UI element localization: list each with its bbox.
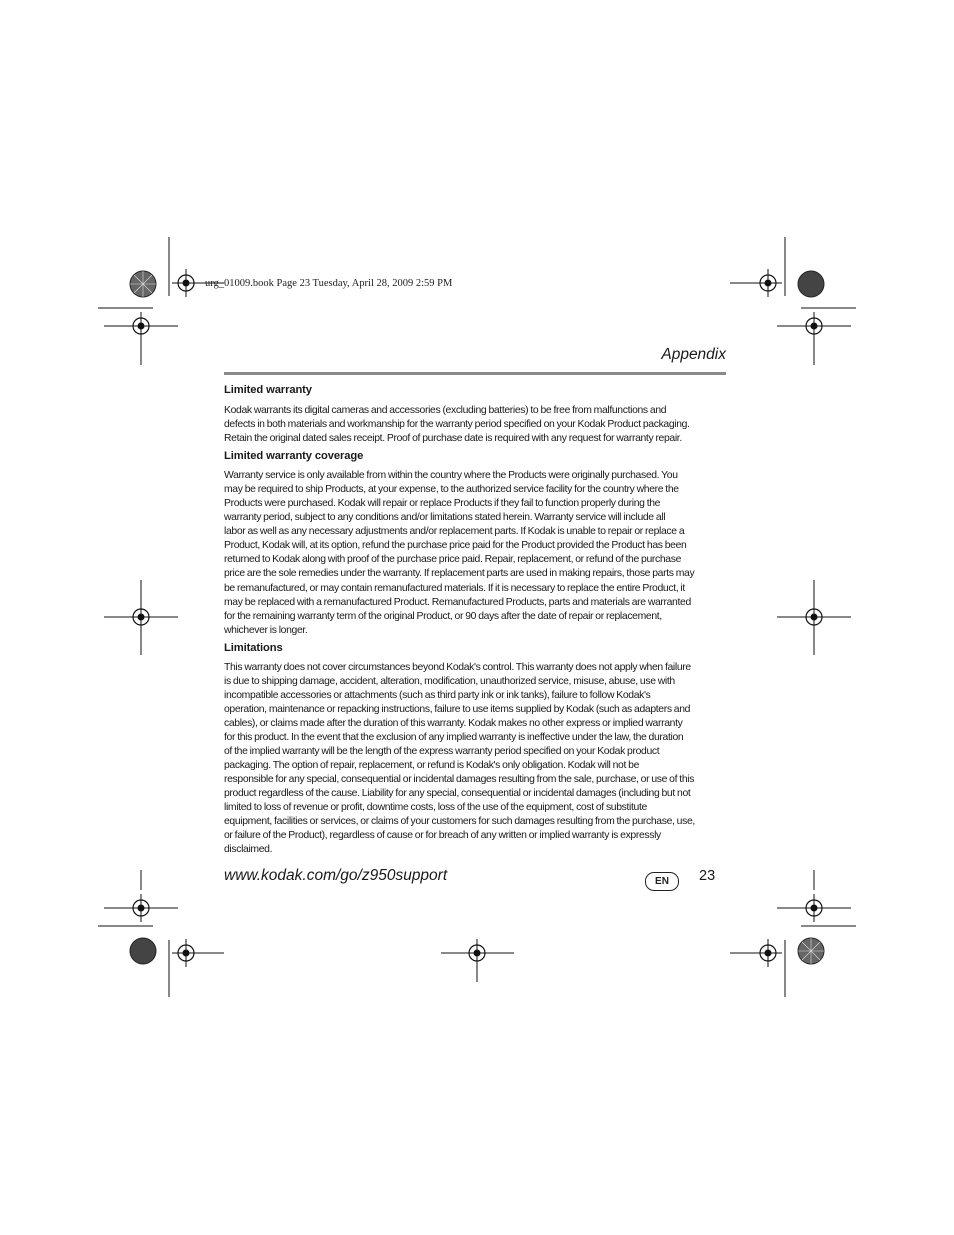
text-line: may be required to ship Products, at your expense, to the authorized service facility for the country where the — [224, 484, 679, 496]
text-line: price are the sole remedies under the warranty. If replacement parts are used in making repairs, those parts may — [224, 568, 695, 580]
heading-warranty-coverage: Limited warranty coverage — [224, 450, 364, 463]
text-line: Products were purchased. Kodak will repair or replace Products if they fail to function properly during the — [224, 498, 661, 510]
text-line: be remanufactured, or may contain remanufactured materials. If it is necessary to replace the entire Product, it — [224, 582, 685, 594]
page-body — [224, 383, 726, 860]
text-line: labor as well as any necessary adjustments and/or replacement parts. If Kodak is unable to repair or replace a — [224, 526, 685, 538]
text-line: incompatible accessories or attachments (such as third party ink or ink tanks), failure to follow Kodak's — [224, 689, 651, 701]
text-line: product regardless of the cause. Liability for any special, consequential or incidental damages (including but not — [224, 788, 691, 800]
text-line: returned to Kodak along with proof of the purchase price paid. Repair, replacement, or refund of the purchase — [224, 554, 681, 566]
text-line: or failure of the Product), regardless of cause or for breach of any written or implied warranty is expressly — [224, 830, 661, 842]
text-line: packaging. The option of repair, replacement, or refund is Kodak's only obligation. Kodak will not be — [224, 760, 640, 772]
text-line: disclaimed. — [224, 844, 273, 856]
support-url-link[interactable]: www.kodak.com/go/z950support — [224, 867, 448, 884]
text-line: is due to shipping damage, accident, alteration, modification, unauthorized service, misuse, abuse, use with — [224, 675, 675, 687]
text-line: warranty period, subject to any conditions and/or limitations stated herein. Warranty service will include all — [224, 512, 666, 524]
print-slug-line: urg_01009.book Page 23 Tuesday, April 28, 2009 2:59 PM — [205, 278, 453, 289]
text-line: equipment, facilities or services, or claims of your customers for such damages resulting from the purchase, use, — [224, 816, 695, 828]
text-line: defects in both materials and workmanship for the warranty period specified on your Kodak Product packaging. — [224, 419, 690, 431]
text-line: Warranty service is only available from within the country where the Products were originally purchased. You — [224, 470, 678, 482]
text-line: may be replaced with a remanufactured Product. Remanufactured Products, parts and materials are warranted — [224, 596, 691, 608]
header-rule — [224, 372, 726, 375]
paragraph-limitations — [224, 661, 726, 858]
text-line: for this product. In the event that the exclusion of any implied warranty is ineffective under the law, the duration — [224, 731, 684, 743]
text-line: of the implied warranty will be the length of the express warranty period specified on your Kodak product — [224, 745, 660, 757]
page-number: 23 — [699, 868, 716, 884]
text-line: cables), or claims made after the duration of this warranty. Kodak makes no other express or implied warranty — [224, 717, 683, 729]
text-line: This warranty does not cover circumstances beyond Kodak's control. This warranty does not apply when failure — [224, 661, 691, 673]
heading-limited-warranty: Limited warranty — [224, 384, 312, 396]
section-title: Appendix — [661, 346, 726, 363]
text-line: Kodak warrants its digital cameras and accessories (excluding batteries) to be free from malfunctions and — [224, 405, 667, 416]
language-badge: EN — [645, 872, 679, 891]
text-line: whichever is longer. — [224, 624, 308, 636]
heading-limitations: Limitations — [224, 641, 283, 654]
paragraph-warranty-coverage — [224, 469, 726, 638]
text-line: operation, maintenance or repacking instructions, failure to use items supplied by Kodak (such as adapters and — [224, 703, 691, 715]
paragraph-limited-warranty — [224, 404, 726, 446]
text-line: Retain the original dated sales receipt. Proof of purchase date is required with any request for warranty repair. — [224, 433, 682, 445]
text-line: Product, Kodak will, at its option, refund the purchase price paid for the Product provided the Product has been — [224, 540, 687, 552]
text-line: for the remaining warranty term of the original Product, or 90 days after the date of repair or replacement, — [224, 610, 662, 622]
text-line: limited to loss of revenue or profit, downtime costs, loss of the use of the equipment, cost of substitute — [224, 802, 647, 814]
text-line: responsible for any special, consequential or incidental damages resulting from the sale, purchase, or use of this — [224, 774, 695, 786]
